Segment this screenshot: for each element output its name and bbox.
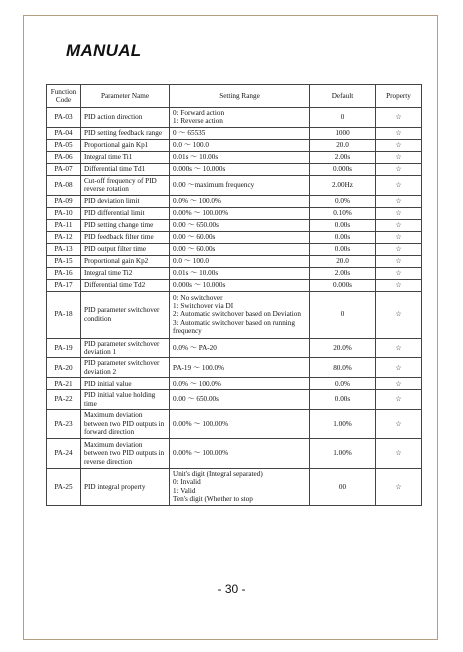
default-value-cell: 20.0% — [310, 338, 376, 358]
property-star-icon: ☆ — [376, 338, 422, 358]
table-header-row — [47, 85, 422, 108]
parameter-name-cell: Proportional gain Kp1 — [81, 139, 170, 151]
default-value-cell: 0.10% — [310, 207, 376, 219]
table-row — [47, 195, 422, 207]
setting-range-cell: 0 ～ 65535 — [170, 127, 310, 139]
function-code-cell: PA-08 — [47, 175, 81, 195]
property-star-icon: ☆ — [376, 219, 422, 231]
property-star-icon: ☆ — [376, 151, 422, 163]
property-star-icon: ☆ — [376, 469, 422, 506]
default-value-cell: 2.00s — [310, 267, 376, 279]
setting-range-cell: 0: Forward action 1: Reverse action — [170, 108, 310, 128]
property-star-icon: ☆ — [376, 175, 422, 195]
function-code-cell: PA-23 — [47, 410, 81, 439]
table-row — [47, 390, 422, 410]
property-star-icon: ☆ — [376, 358, 422, 378]
setting-range-cell: 0.000s ～ 10.000s — [170, 279, 310, 291]
setting-range-cell: PA-19 ～ 100.0% — [170, 358, 310, 378]
table-row — [47, 279, 422, 291]
parameter-name-cell: PID integral property — [81, 469, 170, 506]
function-code-cell: PA-11 — [47, 219, 81, 231]
column-header-setting-range: Setting Range — [170, 85, 310, 108]
setting-range-cell: 0.00% ～ 100.00% — [170, 207, 310, 219]
function-code-cell: PA-18 — [47, 291, 81, 338]
default-value-cell: 0.0% — [310, 378, 376, 390]
column-header-default: Default — [310, 85, 376, 108]
table-row — [47, 139, 422, 151]
setting-range-cell: 0.0% ～ 100.0% — [170, 378, 310, 390]
function-code-cell: PA-13 — [47, 243, 81, 255]
property-star-icon: ☆ — [376, 108, 422, 128]
setting-range-cell: 0.01s ～ 10.00s — [170, 267, 310, 279]
function-code-cell: PA-04 — [47, 127, 81, 139]
table-row — [47, 219, 422, 231]
parameter-name-cell: PID action direction — [81, 108, 170, 128]
page-title: MANUAL — [66, 41, 142, 60]
table-row — [47, 338, 422, 358]
column-header-property: Property — [376, 85, 422, 108]
property-star-icon: ☆ — [376, 267, 422, 279]
setting-range-cell: 0.00 ～ 650.00s — [170, 219, 310, 231]
default-value-cell: 20.0 — [310, 139, 376, 151]
table-row — [47, 439, 422, 469]
property-star-icon: ☆ — [376, 243, 422, 255]
table-row — [47, 255, 422, 267]
default-value-cell: 0 — [310, 291, 376, 338]
function-code-cell: PA-06 — [47, 151, 81, 163]
function-code-cell: PA-12 — [47, 231, 81, 243]
default-value-cell: 00 — [310, 469, 376, 506]
parameter-table — [46, 84, 422, 506]
table-row — [47, 175, 422, 195]
function-code-cell: PA-09 — [47, 195, 81, 207]
property-star-icon: ☆ — [376, 390, 422, 410]
default-value-cell: 80.0% — [310, 358, 376, 378]
column-header-function-code: Function Code — [47, 85, 81, 108]
parameter-name-cell: Proportional gain Kp2 — [81, 255, 170, 267]
column-header-parameter-name: Parameter Name — [81, 85, 170, 108]
parameter-name-cell: PID deviation limit — [81, 195, 170, 207]
setting-range-cell: 0: No switchover 1: Switchover via DI 2: Automatic switchover based on Deviation 3: Automatic switchover based on running frequency — [170, 291, 310, 338]
parameter-name-cell: PID feedback filter time — [81, 231, 170, 243]
setting-range-cell: 0.000s ～ 10.000s — [170, 163, 310, 175]
property-star-icon: ☆ — [376, 139, 422, 151]
default-value-cell: 0.0% — [310, 195, 376, 207]
parameter-name-cell: Integral time Ti1 — [81, 151, 170, 163]
function-code-cell: PA-20 — [47, 358, 81, 378]
default-value-cell: 2.00Hz — [310, 175, 376, 195]
property-star-icon: ☆ — [376, 207, 422, 219]
parameter-name-cell: Maximum deviation between two PID outputs in forward direction — [81, 410, 170, 439]
default-value-cell: 20.0 — [310, 255, 376, 267]
setting-range-cell: 0.00 ～ 650.00s — [170, 390, 310, 410]
table-row — [47, 378, 422, 390]
function-code-cell: PA-07 — [47, 163, 81, 175]
parameter-name-cell: PID parameter switchover deviation 1 — [81, 338, 170, 358]
property-star-icon: ☆ — [376, 163, 422, 175]
function-code-cell: PA-19 — [47, 338, 81, 358]
function-code-cell: PA-24 — [47, 439, 81, 469]
table-row — [47, 469, 422, 506]
property-star-icon: ☆ — [376, 195, 422, 207]
property-star-icon: ☆ — [376, 127, 422, 139]
default-value-cell: 0.000s — [310, 163, 376, 175]
parameter-name-cell: PID initial value holding time — [81, 390, 170, 410]
function-code-cell: PA-25 — [47, 469, 81, 506]
property-star-icon: ☆ — [376, 279, 422, 291]
table-row — [47, 231, 422, 243]
default-value-cell: 0.00s — [310, 231, 376, 243]
property-star-icon: ☆ — [376, 378, 422, 390]
parameter-name-cell: PID parameter switchover condition — [81, 291, 170, 338]
setting-range-cell: 0.00% ～ 100.00% — [170, 410, 310, 439]
property-star-icon: ☆ — [376, 410, 422, 439]
default-value-cell: 0 — [310, 108, 376, 128]
table-row — [47, 410, 422, 439]
setting-range-cell: 0.00% ～ 100.00% — [170, 439, 310, 469]
setting-range-cell: 0.00 ～ 60.00s — [170, 243, 310, 255]
default-value-cell: 1.00% — [310, 410, 376, 439]
parameter-name-cell: PID differential limit — [81, 207, 170, 219]
table-row — [47, 207, 422, 219]
setting-range-cell: 0.01s ～ 10.00s — [170, 151, 310, 163]
function-code-cell: PA-21 — [47, 378, 81, 390]
setting-range-cell: 0.00 ～ 60.00s — [170, 231, 310, 243]
table-row — [47, 163, 422, 175]
default-value-cell: 0.00s — [310, 219, 376, 231]
table-row — [47, 151, 422, 163]
parameter-name-cell: Maximum deviation between two PID outputs in reverse direction — [81, 439, 170, 469]
function-code-cell: PA-10 — [47, 207, 81, 219]
table-row — [47, 243, 422, 255]
table-row — [47, 267, 422, 279]
property-star-icon: ☆ — [376, 231, 422, 243]
table-row — [47, 127, 422, 139]
table-row — [47, 358, 422, 378]
setting-range-cell: 0.0 ～ 100.0 — [170, 255, 310, 267]
default-value-cell: 1.00% — [310, 439, 376, 469]
parameter-name-cell: PID output filter time — [81, 243, 170, 255]
parameter-name-cell: Integral time Ti2 — [81, 267, 170, 279]
setting-range-cell: 0.0% ～ PA-20 — [170, 338, 310, 358]
property-star-icon: ☆ — [376, 291, 422, 338]
parameter-name-cell: Differential time Td1 — [81, 163, 170, 175]
parameter-name-cell: PID parameter switchover deviation 2 — [81, 358, 170, 378]
setting-range-cell: 0.00 ～maximum frequency — [170, 175, 310, 195]
default-value-cell: 2.00s — [310, 151, 376, 163]
setting-range-cell: 0.0% ～ 100.0% — [170, 195, 310, 207]
function-code-cell: PA-22 — [47, 390, 81, 410]
function-code-cell: PA-05 — [47, 139, 81, 151]
default-value-cell: 0.00s — [310, 390, 376, 410]
property-star-icon: ☆ — [376, 255, 422, 267]
property-star-icon: ☆ — [376, 439, 422, 469]
setting-range-cell: 0.0 ～ 100.0 — [170, 139, 310, 151]
parameter-name-cell: PID setting change time — [81, 219, 170, 231]
table-row — [47, 108, 422, 128]
function-code-cell: PA-17 — [47, 279, 81, 291]
default-value-cell: 0.000s — [310, 279, 376, 291]
function-code-cell: PA-03 — [47, 108, 81, 128]
function-code-cell: PA-15 — [47, 255, 81, 267]
parameter-name-cell: Cut-off frequency of PID reverse rotation — [81, 175, 170, 195]
table-row — [47, 291, 422, 338]
setting-range-cell: Unit's digit (Integral separated) 0: Invalid 1: Valid Ten's digit (Whether to stop — [170, 469, 310, 506]
parameter-name-cell: Differential time Td2 — [81, 279, 170, 291]
parameter-name-cell: PID setting feedback range — [81, 127, 170, 139]
default-value-cell: 0.00s — [310, 243, 376, 255]
page-number: - 30 - — [217, 582, 246, 596]
parameter-name-cell: PID initial value — [81, 378, 170, 390]
default-value-cell: 1000 — [310, 127, 376, 139]
function-code-cell: PA-16 — [47, 267, 81, 279]
